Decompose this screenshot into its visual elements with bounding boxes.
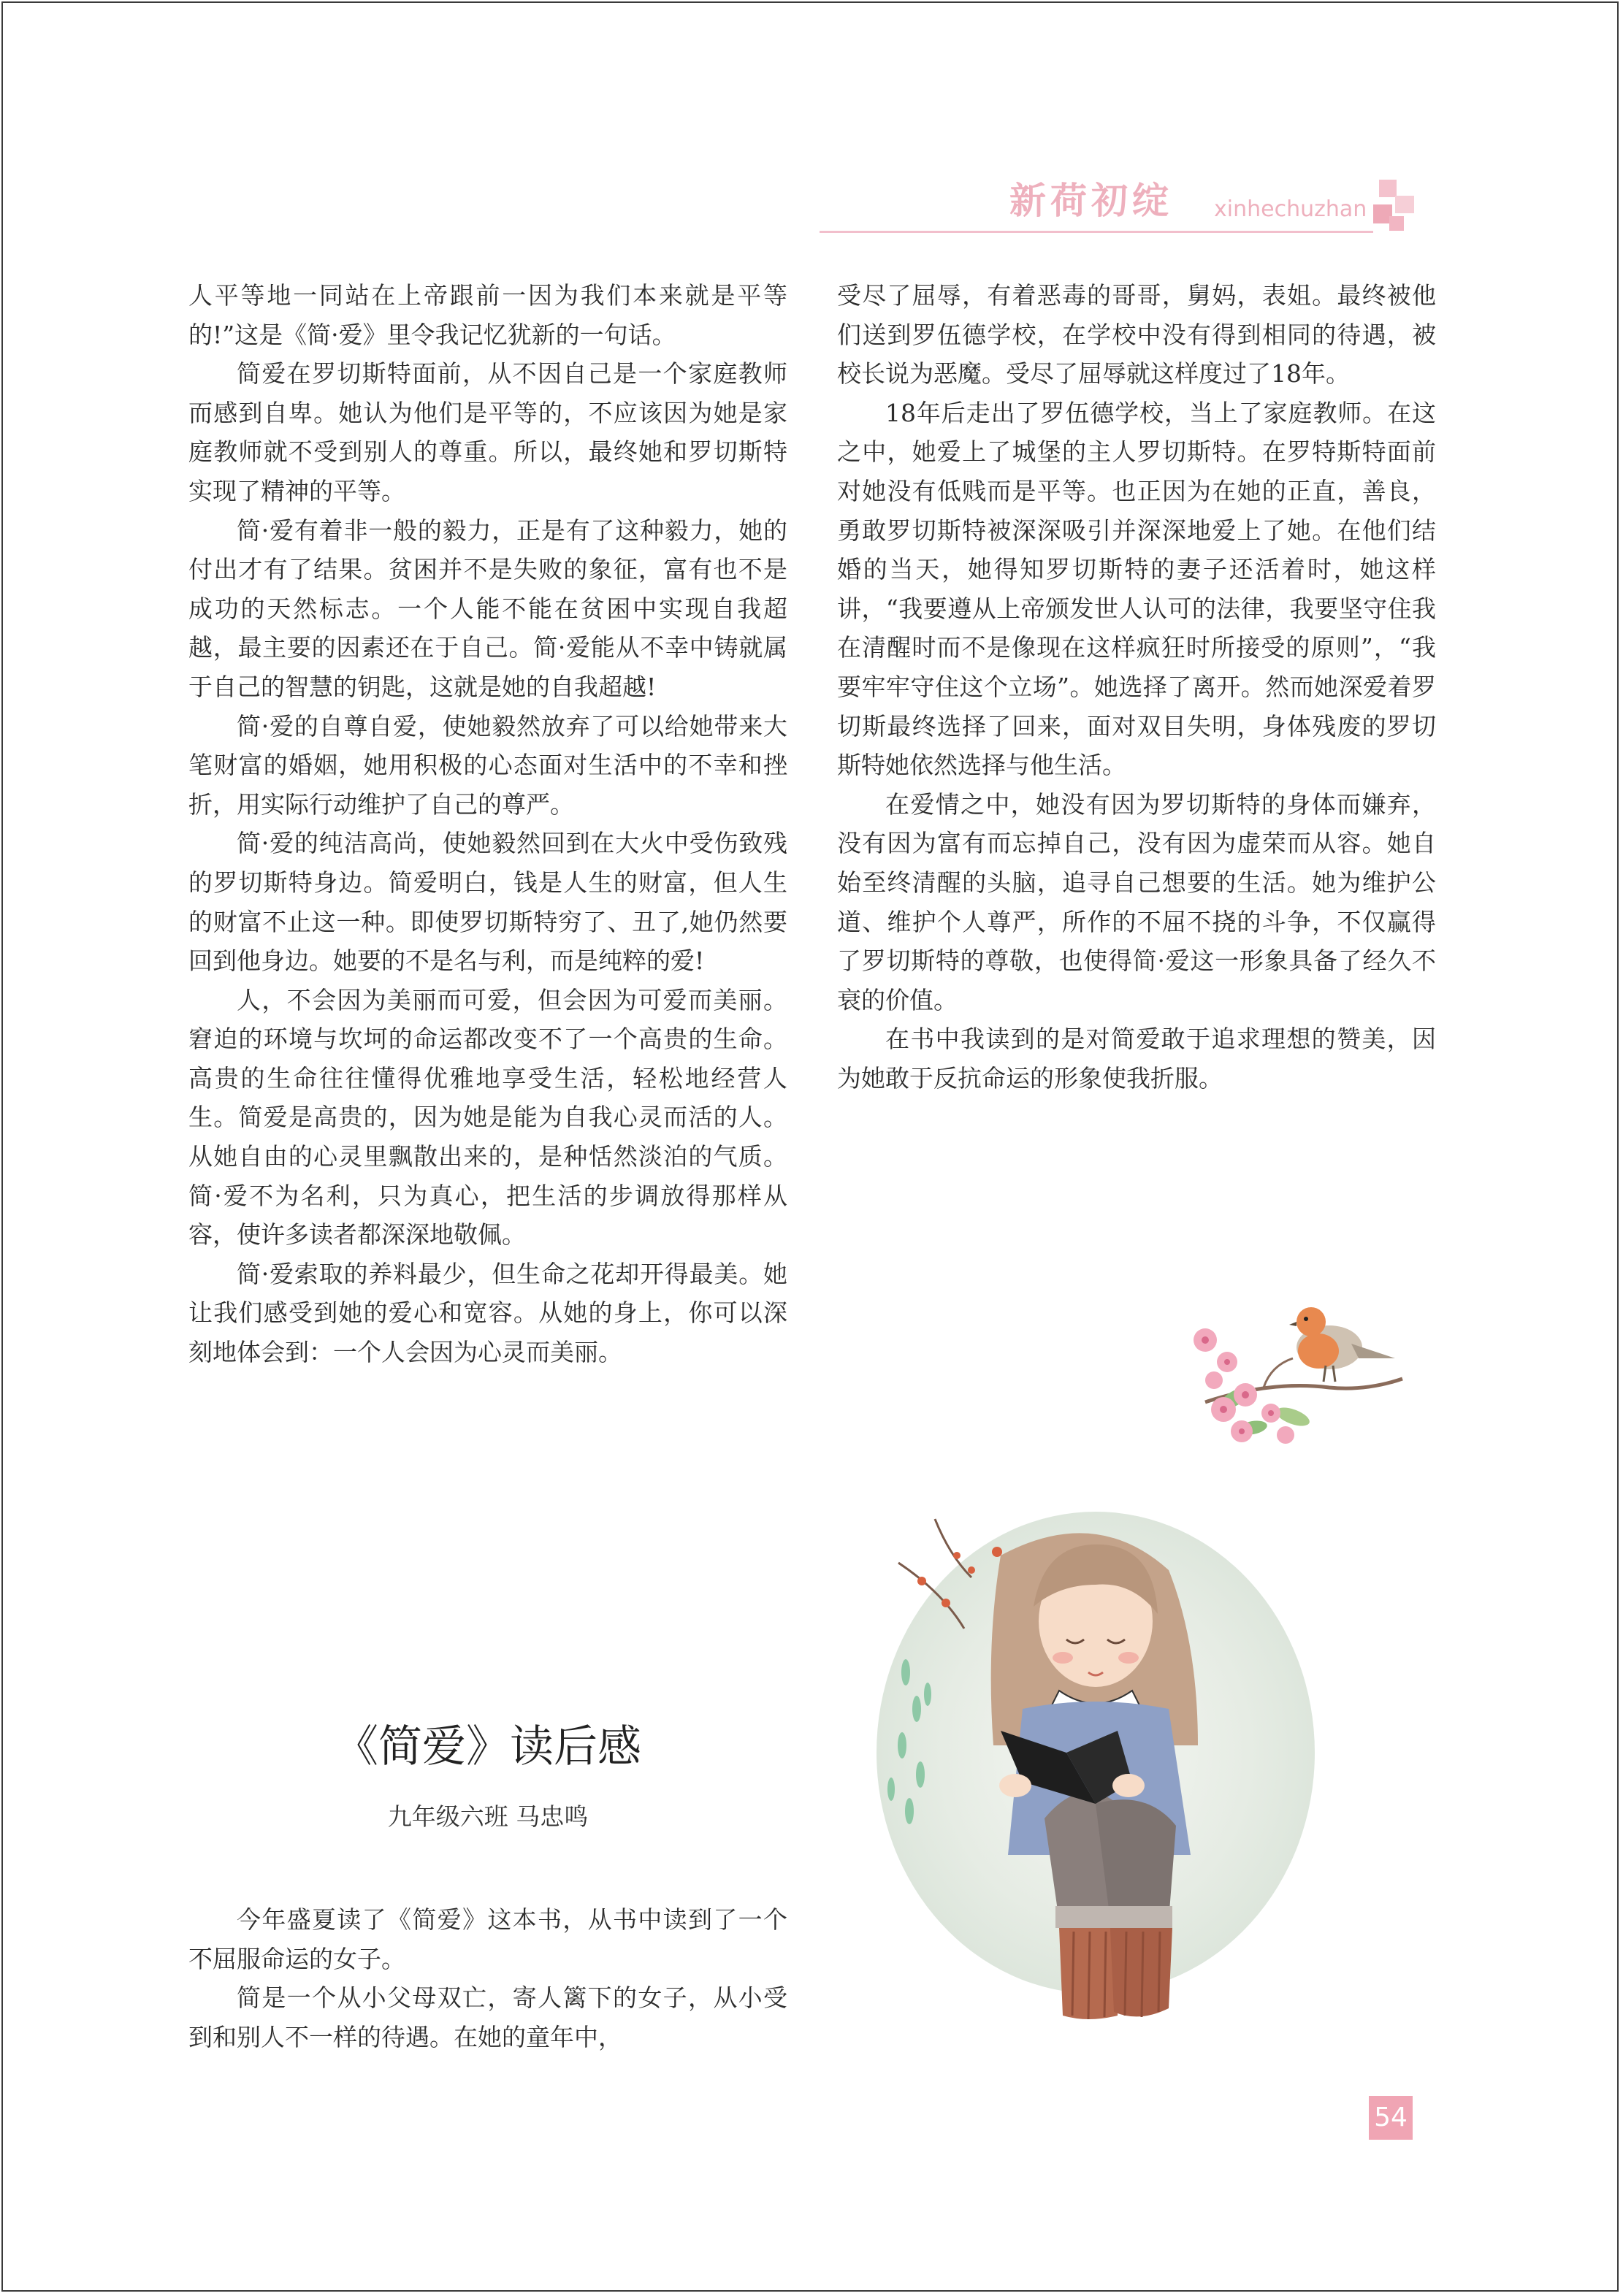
paragraph: 简爱在罗切斯特面前，从不因自己是一个家庭教师而感到自卑。她认为他们是平等的，不应该因为她是家庭教师就不受到别人的尊重。所以，最终她和罗切斯特实现了精神的平等。 <box>188 359 787 505</box>
header-rule <box>820 231 1373 233</box>
paragraph: 受尽了屈辱，有着恶毒的哥哥，舅妈，表姐。最终被他们送到罗伍德学校，在学校中没有得到相同的待遇，被校长说为恶魔。受尽了屈辱就这样度过了18年。 <box>837 281 1436 389</box>
article-body-text <box>188 1900 787 2056</box>
right-column-text <box>837 276 1436 1098</box>
paragraph: 简·爱有着非一般的毅力，正是有了这种毅力，她的付出才有了结果。贫困并不是失败的象征，富有也不是成功的天然标志。一个人能不能在贫困中实现自我超越，最主要的因素还在于自己。简·爱能从不幸中铸就属于自己的智慧的钥匙，这就是她的自我超越! <box>188 516 787 701</box>
paragraph: 简·爱的自尊自爱，使她毅然放弃了可以给她带来大笔财富的婚姻，她用积极的心态面对生活中的不幸和挫折，用实际行动维护了自己的尊严。 <box>188 711 787 819</box>
paragraph: 简·爱索取的养料最少，但生命之花却开得最美。她让我们感受到她的爱心和宽容。从她的身上，你可以深刻地体会到：一个人会因为心灵而美丽。 <box>188 1259 787 1367</box>
paragraph: 人平等地一同站在上帝跟前一因为我们本来就是平等的!”这是《简·爱》里令我记忆犹新的一句话。 <box>188 281 787 349</box>
paragraph: 人，不会因为美丽而可爱，但会因为可爱而美丽。窘迫的环境与坎坷的命运都改变不了一个高贵的生命。高贵的生命往往懂得优雅地享受生活，轻松地经营人生。简爱是高贵的，因为她是能为自我心灵而活的人。从她自由的心灵里飘散出来的，是种恬然淡泊的气质。简·爱不为名利，只为真心，把生活的步调放得那样从容，使许多读者都深深地敬佩。 <box>188 985 787 1250</box>
bird-on-branch-illustration <box>1183 1293 1417 1446</box>
paragraph: 在书中我读到的是对简爱敢于追求理想的赞美，因为她敢于反抗命运的形象使我折服。 <box>837 1025 1436 1092</box>
girl-reading-book-illustration <box>877 1512 1315 2037</box>
paragraph: 今年盛夏读了《简爱》这本书，从书中读到了一个不屈服命运的女子。 <box>188 1905 787 1973</box>
paragraph: 简·爱的纯洁高尚，使她毅然回到在大火中受伤致残的罗切斯特身边。简爱明白，钱是人生的财富，但人生的财富不止这一种。即使罗切斯特穷了、丑了,她仍然要回到他身边。她要的不是名与利，而是纯粹的爱! <box>188 829 787 976</box>
paragraph: 在爱情之中，她没有因为罗切斯特的身体而嫌弃，没有因为富有而忘掉自己，没有因为虚荣而从容。她自始至终清醒的头脑，追寻自己想要的生活。她为维护公道、维护个人尊严，所作的不屈不挠的斗争，不仅赢得了罗切斯特的尊敬，也使得简·爱这一形象具备了经久不衰的价值。 <box>837 789 1436 1014</box>
article-author: 九年级六班 马忠鸣 <box>387 1802 589 1831</box>
page-number: 54 <box>1369 2096 1413 2140</box>
paragraph: 18年后走出了罗伍德学校，当上了家庭教师。在这之中，她爱上了城堡的主人罗切斯特。在罗特斯特面前对她没有低贱而是平等。也正因为在她的正直，善良，勇敢罗切斯特被深深吸引并深深地爱上了她。在他们结婚的当天，她得知罗切斯特的妻子还活着时，她这样讲，“我要遵从上帝颁发世人认可的法律，我要坚守住我在清醒时而不是像现在这样疯狂时所接受的原则”，“我要牢牢守住这个立场”。她选择了离开。然而她深爱着罗切斯最终选择了回来，面对双目失明，身体残废的罗切斯特她依然选择与他生活。 <box>837 398 1436 780</box>
paragraph: 简是一个从小父母双亡，寄人篱下的女子，从小受到和别人不一样的待遇。在她的童年中， <box>188 1983 787 2051</box>
header-title: 新荷初绽 <box>1009 180 1173 222</box>
left-column-text <box>188 276 787 1372</box>
header-squares-decoration <box>1373 180 1416 232</box>
header-pinyin: xinhechuzhan <box>1214 196 1367 222</box>
article-title: 《简爱》读后感 <box>335 1721 641 1772</box>
